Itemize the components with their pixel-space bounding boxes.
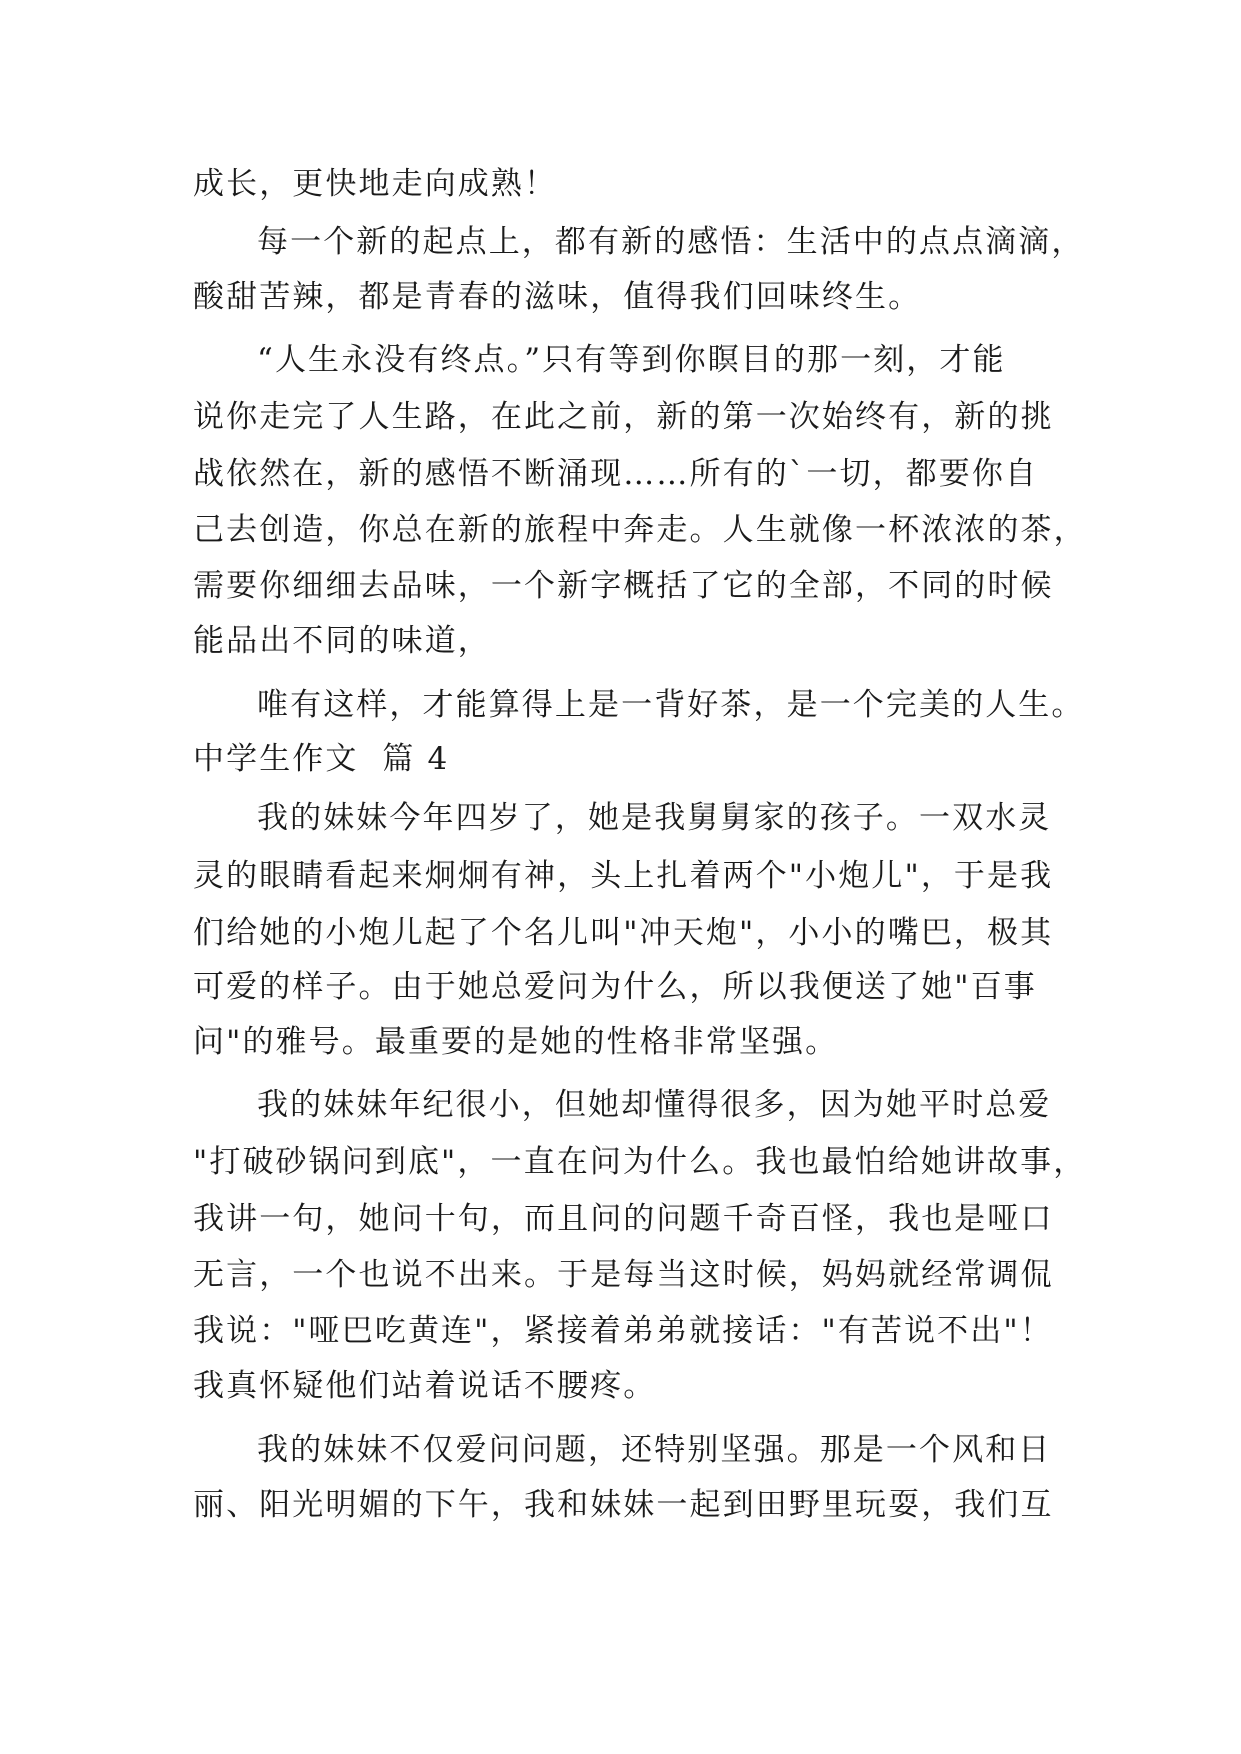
text-line: “人生永没有终点。”只有等到你瞑目的那一刻，才能 — [257, 342, 1006, 378]
text-line: 我讲一句，她问十句，而且问的问题千奇百怪，我也是哑口 — [193, 1201, 1054, 1237]
text-line: 我的妹妹今年四岁了，她是我舅舅家的孩子。一双水灵 — [257, 800, 1052, 836]
text-line: 我说："哑巴吃黄连"，紧接着弟弟就接话："有苦说不出"！ — [193, 1313, 1053, 1349]
text-line: 说你走完了人生路，在此之前，新的第一次始终有，新的挑 — [193, 399, 1054, 435]
text-line: 丽、阳光明媚的下午，我和妹妹一起到田野里玩耍，我们互 — [193, 1487, 1054, 1523]
text-line: 们给她的小炮儿起了个名儿叫"冲天炮"，小小的嘴巴，极其 — [193, 915, 1054, 951]
text-line: 无言，一个也说不出来。于是每当这时候，妈妈就经常调侃 — [193, 1257, 1054, 1293]
section-heading: 中学生作文 篇 4 — [193, 741, 450, 777]
text-line: "打破砂锅问到底"，一直在问为什么。我也最怕给她讲故事， — [193, 1144, 1087, 1180]
text-line: 酸甜苦辣，都是青春的滋味，值得我们回味终生。 — [193, 279, 922, 315]
text-line: 我的妹妹不仅爱问问题，还特别坚强。那是一个风和日 — [257, 1432, 1052, 1468]
text-line: 我的妹妹年纪很小，但她却懂得很多，因为她平时总爱 — [257, 1087, 1052, 1123]
text-line: 我真怀疑他们站着说话不腰疼。 — [193, 1368, 657, 1404]
document-page — [193, 164, 1087, 1644]
text-line: 战依然在，新的感悟不断涌现……所有的`一切，都要你自 — [193, 456, 1039, 492]
text-line: 问"的雅号。最重要的是她的性格非常坚强。 — [193, 1024, 839, 1060]
text-line: 能品出不同的味道， — [193, 623, 491, 659]
text-line: 可爱的样子。由于她总爱问为什么，所以我便送了她"百事 — [193, 969, 1037, 1005]
text-line: 每一个新的起点上，都有新的感悟：生活中的点点滴滴， — [257, 224, 1085, 260]
text-line: 成长，更快地走向成熟！ — [193, 166, 558, 202]
text-line: 灵的眼睛看起来炯炯有神，头上扎着两个"小炮儿"，于是我 — [193, 858, 1054, 894]
text-line: 己去创造，你总在新的旅程中奔走。人生就像一杯浓浓的茶， — [193, 512, 1087, 548]
text-line: 唯有这样，才能算得上是一背好茶，是一个完美的人生。 — [257, 687, 1085, 723]
text-line: 需要你细细去品味，一个新字概括了它的全部，不同的时候 — [193, 568, 1054, 604]
